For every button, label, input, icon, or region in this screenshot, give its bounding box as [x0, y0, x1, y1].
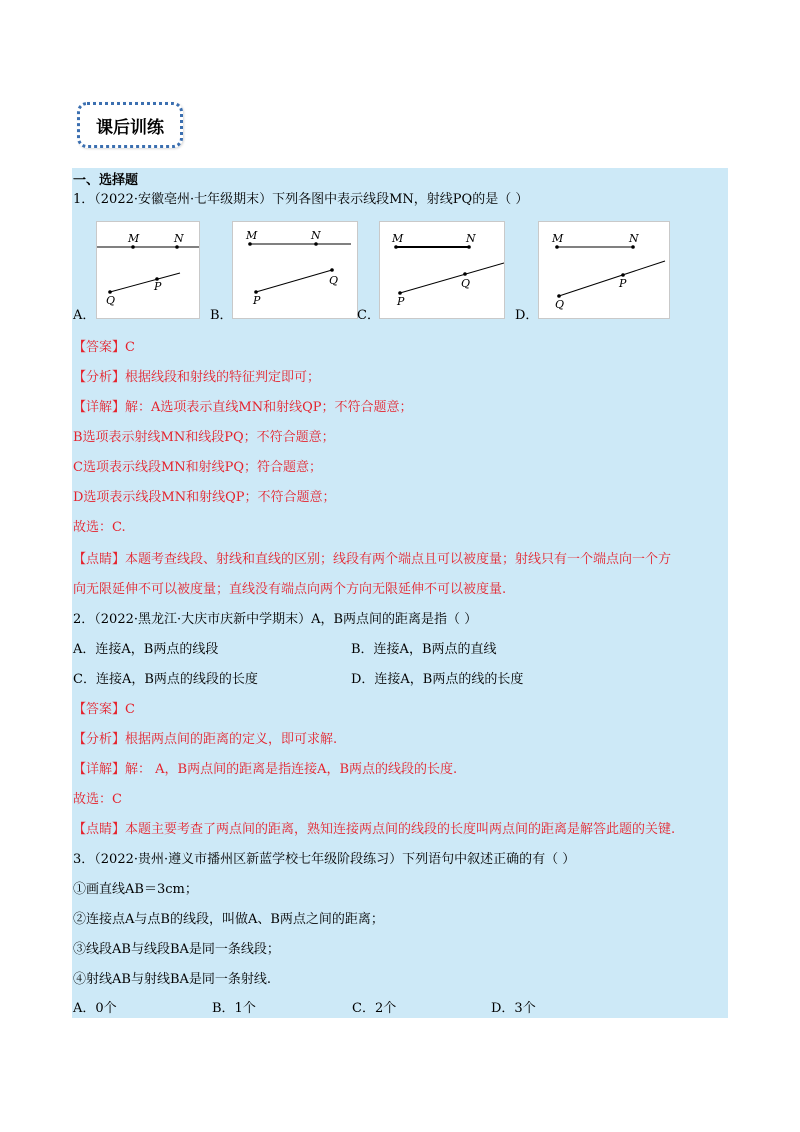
q1-stem: 1．（2022·安徽亳州·七年级期末）下列各图中表示线段MN，射线PQ的是（ ） — [73, 192, 529, 207]
figure-b-label-p: P — [253, 294, 261, 307]
figure-b-label-m: M — [246, 229, 258, 242]
q1-detail-line: C选项表示线段MN和射线PQ；符合题意； — [73, 460, 323, 475]
q2-comment: 【点睛】本题主要考查了两点间的距离，熟知连接两点间的线段的长度叫两点间的距离是解答此题的关键. — [73, 822, 676, 837]
q2-option-d: D．连接A，B两点的线的长度 — [351, 672, 524, 687]
q3-option-b: B．1个 — [212, 1001, 256, 1016]
q3-option-d: D．3个 — [491, 1001, 536, 1016]
figure-b-label-q: Q — [329, 274, 339, 287]
q2-detail: 【详解】解： A，B两点间的距离是指连接A，B两点的线段的长度. — [73, 762, 458, 777]
figure-b-drawing — [233, 222, 357, 318]
figure-d-label-p: P — [619, 277, 627, 290]
q1-detail-line: 【详解】解：A选项表示直线MN和射线QP；不符合题意； — [73, 400, 413, 415]
q3-option-a: A．0个 — [73, 1001, 117, 1016]
q2-option-c: C．连接A，B两点的线段的长度 — [73, 672, 258, 687]
figure-d-drawing — [539, 222, 669, 318]
q1-detail-line: D选项表示线段MN和射线QP；不符合题意； — [73, 490, 336, 505]
q1-option-c-label: C． — [357, 308, 380, 323]
q3-item: ③线段AB与线段BA是同一条线段； — [73, 942, 280, 957]
q1-analysis: 【分析】根据线段和射线的特征判定即可； — [73, 370, 321, 385]
figure-a-drawing — [97, 222, 199, 318]
q1-comment-line: 【点睛】本题考查线段、射线和直线的区别；线段有两个端点且可以被度量；射线只有一个端点向一个方 — [73, 552, 672, 567]
figure-a-label-n: N — [174, 232, 184, 245]
q1-option-d-label: D． — [515, 308, 539, 323]
q1-comment-line: 向无限延伸不可以被度量；直线没有端点向两个方向无限延伸不可以被度量. — [73, 582, 507, 597]
figure-c-label-p: P — [397, 295, 405, 308]
section-heading: 一、选择题 — [73, 173, 139, 188]
q3-item: ④射线AB与射线BA是同一条射线. — [73, 972, 272, 987]
figure-d — [538, 221, 670, 319]
q1-choose: 故选：C. — [73, 520, 126, 535]
q2-option-b: B．连接A，B两点的直线 — [351, 642, 497, 657]
figure-d-label-m: M — [552, 232, 564, 245]
figure-a-label-p: P — [154, 280, 162, 293]
figure-a — [96, 221, 200, 319]
figure-b-label-n: N — [311, 229, 321, 242]
figure-c-label-n: N — [466, 232, 476, 245]
q3-stem: 3．（2022·贵州·遵义市播州区新蓝学校七年级阶段练习）下列语句中叙述正确的有（ ） — [73, 852, 576, 867]
figure-b — [232, 221, 358, 319]
q3-item: ①画直线AB＝3cm； — [73, 882, 198, 897]
figure-d-label-n: N — [629, 232, 639, 245]
q1-answer: 【答案】C — [73, 340, 135, 355]
figure-a-label-q: Q — [106, 294, 116, 307]
figure-d-label-q: Q — [555, 298, 565, 311]
page-title: 课后训练 — [77, 102, 183, 148]
q1-option-b-label: B． — [210, 308, 233, 323]
figure-a-label-m: M — [128, 232, 140, 245]
q2-answer: 【答案】C — [73, 702, 135, 717]
q2-option-a: A．连接A，B两点的线段 — [73, 642, 219, 657]
figure-c-label-q: Q — [461, 277, 471, 290]
figure-c-label-m: M — [392, 232, 404, 245]
q3-item: ②连接点A与点B的线段，叫做A、B两点之间的距离； — [73, 912, 384, 927]
q3-option-c: C．2个 — [352, 1001, 397, 1016]
q1-option-a-label: A． — [73, 308, 96, 323]
q1-detail-line: B选项表示射线MN和线段PQ；不符合题意； — [73, 430, 335, 445]
figure-c-drawing — [380, 222, 504, 318]
figure-c — [379, 221, 505, 319]
q2-choose: 故选：C — [73, 792, 122, 807]
q2-analysis: 【分析】根据两点间的距离的定义，即可求解. — [73, 732, 338, 747]
q2-stem: 2．（2022·黑龙江·大庆市庆新中学期末）A，B两点间的距离是指（ ） — [73, 612, 478, 627]
